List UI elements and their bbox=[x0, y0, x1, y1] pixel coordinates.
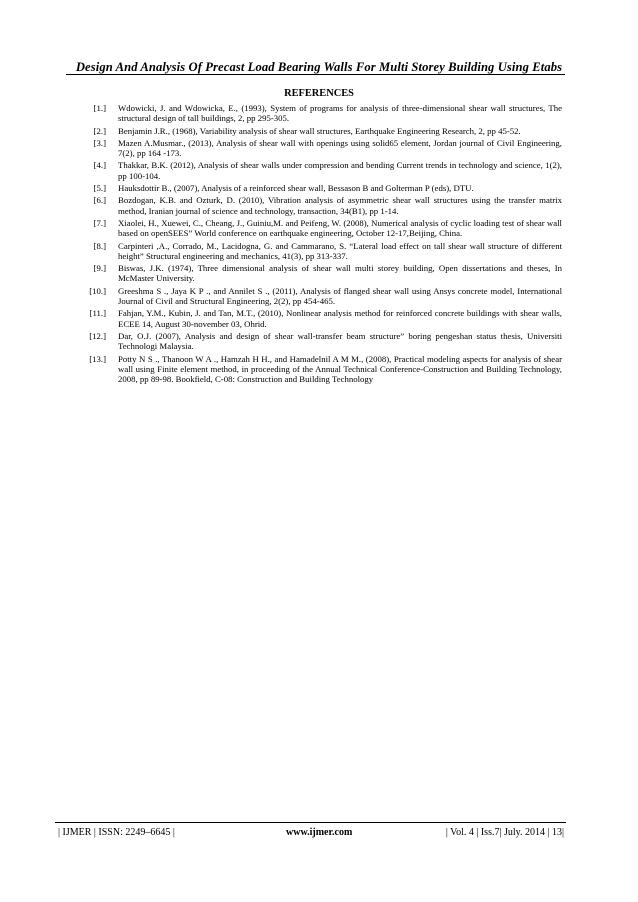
reference-text: Thakkar, B.K. (2012), Analysis of shear walls under compression and bending Current trends in technology and science, 1(2), pp 100-104. bbox=[118, 160, 562, 181]
reference-number: [11.] bbox=[89, 308, 106, 319]
header-rule bbox=[66, 74, 565, 75]
reference-number: [8.] bbox=[93, 240, 106, 251]
footer-journal-info: | IJMER | ISSN: 2249–6645 | bbox=[58, 827, 175, 838]
reference-text: Benjamin J.R., (1968), Variability analysis of shear wall structures, Earthquake Engineering Research, 2, pp 45-52. bbox=[118, 125, 521, 136]
page-footer bbox=[58, 827, 564, 841]
reference-item bbox=[78, 308, 562, 329]
reference-text: Biswas, J.K. (1974), Three dimensional analysis of shear wall multi storey building, Open dissertations and theses, In McMaster University. bbox=[118, 263, 562, 284]
reference-text: Fahjan, Y.M., Kubin, J. and Tan, M.T., (2010), Nonlinear analysis method for reinforced concrete buildings with shear walls, ECEE 14, August 30-november 03, Ohrid. bbox=[118, 308, 562, 329]
reference-number: [9.] bbox=[93, 263, 106, 274]
reference-item bbox=[78, 103, 562, 124]
reference-number: [10.] bbox=[89, 285, 106, 296]
reference-item bbox=[78, 183, 562, 193]
reference-text: Potty N S ., Thanoon W A ., Hamzah H H., and Hamadelnil A M M., (2008), Practical modeling aspects for analysis of shear wall using Finite element method, in proceeding of the Annual Technical Conference-Construction and Building Technology, 2008, pp 89-98. Bookfield, C-08: Construction and Building Technology bbox=[118, 353, 562, 385]
reference-text: Greeshma S ., Jaya K P ., and Annilet S ., (2011), Analysis of flanged shear wall using Ansys concrete model, International Journal of Civil and Structural Engineering, 2(2), pp 454-465. bbox=[118, 285, 562, 307]
reference-number: [6.] bbox=[93, 195, 106, 206]
references-heading: REFERENCES bbox=[284, 88, 354, 99]
reference-item bbox=[78, 138, 562, 159]
reference-number: [2.] bbox=[93, 125, 106, 136]
reference-number: [13.] bbox=[89, 353, 106, 364]
reference-item bbox=[78, 195, 562, 216]
reference-item bbox=[78, 218, 562, 239]
references-list bbox=[78, 103, 562, 386]
reference-number: [7.] bbox=[93, 217, 106, 228]
reference-number: [4.] bbox=[93, 160, 106, 171]
reference-text: Carpinteri ,A., Corrado, M., Lacidogna, G. and Cammarano, S. “Lateral load effect on tall shear wall structure of different height” Structural engineering and mechanics, 41(3), pp 313-337. bbox=[118, 240, 562, 261]
footer-issue-info: | Vol. 4 | Iss.7| July. 2014 | 13| bbox=[445, 827, 564, 838]
reference-item bbox=[78, 241, 562, 262]
reference-text: Hauksdottir B., (2007), Analysis of a reinforced shear wall, Bessason B and Golterman P (eds), DTU. bbox=[118, 183, 474, 194]
reference-text: Wdowicki, J. and Wdowicka, E., (1993), System of programs for analysis of three-dimensional shear wall structures, The structural design of tall buildings, 2, pp 295-305. bbox=[118, 103, 562, 124]
reference-text: Xiaolei, H., Xuewei, C., Cheang, J., Guiniu,M. and Peifeng, W. (2008), Numerical analysis of cyclic loading test of shear wall based on openSEES” World conference on earthquake engineering, October 12-17,Beijing, China. bbox=[118, 217, 562, 239]
reference-item bbox=[78, 263, 562, 284]
reference-item bbox=[78, 126, 562, 136]
reference-item bbox=[78, 160, 562, 181]
reference-item bbox=[78, 331, 562, 352]
reference-item bbox=[78, 286, 562, 307]
footer-rule bbox=[55, 822, 566, 823]
reference-text: Dar, O.J. (2007), Analysis and design of shear wall-transfer beam structure” boring pengeshan status thesis, Universiti Technologi Malaysia. bbox=[118, 330, 562, 352]
reference-number: [3.] bbox=[93, 137, 106, 148]
reference-number: [12.] bbox=[89, 330, 106, 341]
running-title: Design And Analysis Of Precast Load Bearing Walls For Multi Storey Building Using Etabs bbox=[75, 60, 563, 74]
reference-number: [5.] bbox=[93, 183, 106, 194]
reference-item bbox=[78, 354, 562, 385]
reference-text: Bozdogan, K.B. and Ozturk, D. (2010), Vibration analysis of asymmetric shear wall structures using the transfer matrix method, Iranian journal of science and technology, transaction, 34(B1), pp 1-14. bbox=[118, 195, 562, 216]
reference-number: [1.] bbox=[93, 103, 106, 113]
footer-website-link[interactable]: www.ijmer.com bbox=[286, 827, 353, 838]
reference-text: Mazen A.Musmar., (2013), Analysis of shear wall with openings using solid65 element, Jordan journal of Civil Engineering, 7(2), pp 164 -173. bbox=[118, 137, 562, 159]
